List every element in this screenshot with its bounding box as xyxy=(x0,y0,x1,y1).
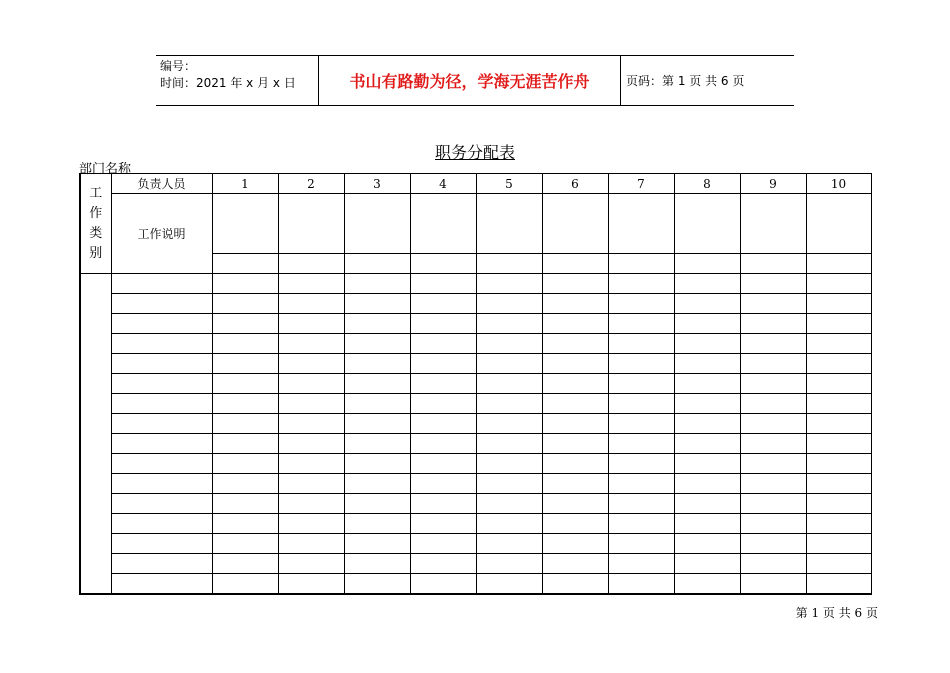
table-cell[interactable] xyxy=(740,274,806,294)
number-label: 编号： xyxy=(160,59,197,73)
table-cell[interactable] xyxy=(476,334,542,354)
table-cell[interactable] xyxy=(410,374,476,394)
table-cell[interactable] xyxy=(212,574,278,594)
table-cell[interactable] xyxy=(212,334,278,354)
table-row xyxy=(80,454,871,474)
table-cell[interactable] xyxy=(344,454,410,474)
table-cell[interactable] xyxy=(476,434,542,454)
table-cell[interactable] xyxy=(344,354,410,374)
table-cell[interactable] xyxy=(476,534,542,554)
table-cell[interactable] xyxy=(410,574,476,594)
table-cell[interactable] xyxy=(344,294,410,314)
responsible-cell[interactable] xyxy=(111,494,212,514)
table-cell[interactable] xyxy=(674,574,740,594)
table-cell[interactable] xyxy=(674,314,740,334)
table-cell[interactable] xyxy=(740,314,806,334)
table-cell[interactable] xyxy=(542,294,608,314)
table-cell[interactable] xyxy=(344,194,410,254)
table-cell[interactable] xyxy=(740,534,806,554)
table-cell[interactable] xyxy=(674,414,740,434)
table-cell[interactable] xyxy=(608,394,674,414)
table-cell[interactable] xyxy=(806,474,871,494)
category-cell[interactable] xyxy=(80,274,111,594)
category-label-char: 工 xyxy=(89,185,103,201)
column-header: 4 xyxy=(410,174,476,194)
table-cell[interactable] xyxy=(608,354,674,374)
table-cell[interactable] xyxy=(410,434,476,454)
table-cell[interactable] xyxy=(344,554,410,574)
table-row xyxy=(80,534,871,554)
table-cell[interactable] xyxy=(608,474,674,494)
table-row xyxy=(80,514,871,534)
table-cell[interactable] xyxy=(476,314,542,334)
table-cell[interactable] xyxy=(542,454,608,474)
table-cell[interactable] xyxy=(740,374,806,394)
table-cell[interactable] xyxy=(212,294,278,314)
table-cell[interactable] xyxy=(740,194,806,254)
table-cell[interactable] xyxy=(608,554,674,574)
responsible-cell[interactable] xyxy=(111,454,212,474)
description-row xyxy=(80,194,871,254)
table-cell[interactable] xyxy=(410,454,476,474)
table-row xyxy=(80,494,871,514)
page-footer: 第 1 页 共 6 页 xyxy=(795,606,878,620)
responsible-cell[interactable] xyxy=(111,314,212,334)
category-label-char: 别 xyxy=(89,245,103,261)
table-cell[interactable] xyxy=(806,574,871,594)
table-cell[interactable] xyxy=(410,254,476,274)
table-cell[interactable] xyxy=(278,474,344,494)
table-cell[interactable] xyxy=(476,274,542,294)
table-cell[interactable] xyxy=(608,434,674,454)
table-cell[interactable] xyxy=(806,254,871,274)
table-cell[interactable] xyxy=(344,474,410,494)
table-cell[interactable] xyxy=(278,294,344,314)
table-cell[interactable] xyxy=(344,534,410,554)
table-cell[interactable] xyxy=(806,314,871,334)
table-cell[interactable] xyxy=(740,514,806,534)
table-cell[interactable] xyxy=(344,314,410,334)
table-cell[interactable] xyxy=(476,354,542,374)
responsible-cell[interactable] xyxy=(111,414,212,434)
table-cell[interactable] xyxy=(212,474,278,494)
table-cell[interactable] xyxy=(476,414,542,434)
table-cell[interactable] xyxy=(542,354,608,374)
table-cell[interactable] xyxy=(674,554,740,574)
table-cell[interactable] xyxy=(740,354,806,374)
table-cell[interactable] xyxy=(212,374,278,394)
table-cell[interactable] xyxy=(608,294,674,314)
table-cell[interactable] xyxy=(542,574,608,594)
table-cell[interactable] xyxy=(674,474,740,494)
table-cell[interactable] xyxy=(278,534,344,554)
table-cell[interactable] xyxy=(542,414,608,434)
table-cell[interactable] xyxy=(278,394,344,414)
table-cell[interactable] xyxy=(410,194,476,254)
table-cell[interactable] xyxy=(278,374,344,394)
responsible-cell[interactable] xyxy=(111,334,212,354)
table-cell[interactable] xyxy=(212,194,278,254)
table-cell[interactable] xyxy=(740,394,806,414)
table-cell[interactable] xyxy=(542,194,608,254)
table-cell[interactable] xyxy=(278,414,344,434)
table-cell[interactable] xyxy=(806,294,871,314)
table-cell[interactable] xyxy=(674,294,740,314)
table-cell[interactable] xyxy=(278,514,344,534)
table-cell[interactable] xyxy=(740,334,806,354)
table-cell[interactable] xyxy=(410,274,476,294)
table-row xyxy=(80,554,871,574)
table-cell[interactable] xyxy=(278,354,344,374)
table-cell[interactable] xyxy=(806,394,871,414)
table-cell[interactable] xyxy=(542,514,608,534)
table-row xyxy=(80,374,871,394)
responsible-cell[interactable] xyxy=(111,374,212,394)
column-header: 5 xyxy=(476,174,542,194)
table-cell[interactable] xyxy=(278,194,344,254)
table-cell[interactable] xyxy=(278,454,344,474)
table-cell[interactable] xyxy=(542,554,608,574)
table-cell[interactable] xyxy=(278,254,344,274)
responsible-cell[interactable] xyxy=(111,514,212,534)
responsible-cell[interactable] xyxy=(111,394,212,414)
table-cell[interactable] xyxy=(806,554,871,574)
table-cell[interactable] xyxy=(542,394,608,414)
department-label: 部门名称 xyxy=(79,162,132,177)
responsible-cell[interactable] xyxy=(111,294,212,314)
header-meta xyxy=(160,58,318,92)
table-cell[interactable] xyxy=(212,354,278,374)
table-cell[interactable] xyxy=(278,314,344,334)
document-header xyxy=(156,55,794,106)
time-label: 时间：2021 年 x 月 x 日 xyxy=(160,76,296,90)
table-cell[interactable] xyxy=(674,334,740,354)
table-cell[interactable] xyxy=(476,474,542,494)
table-cell[interactable] xyxy=(806,534,871,554)
header-divider xyxy=(620,56,621,105)
responsible-cell[interactable] xyxy=(111,274,212,294)
table-cell[interactable] xyxy=(410,474,476,494)
table-cell[interactable] xyxy=(608,574,674,594)
table-cell[interactable] xyxy=(806,494,871,514)
table-row xyxy=(80,574,871,594)
table-cell[interactable] xyxy=(212,434,278,454)
category-label-char: 作 xyxy=(89,205,103,221)
responsible-cell[interactable] xyxy=(111,434,212,454)
table-cell[interactable] xyxy=(212,494,278,514)
column-header: 9 xyxy=(740,174,806,194)
table-cell[interactable] xyxy=(410,334,476,354)
table-cell[interactable] xyxy=(740,254,806,274)
table-row xyxy=(80,354,871,374)
table-cell[interactable] xyxy=(674,534,740,554)
table-cell[interactable] xyxy=(806,374,871,394)
table-row xyxy=(80,394,871,414)
table-cell[interactable] xyxy=(278,434,344,454)
table-cell[interactable] xyxy=(476,554,542,574)
table-cell[interactable] xyxy=(278,274,344,294)
table-cell[interactable] xyxy=(740,434,806,454)
table-cell[interactable] xyxy=(476,574,542,594)
table-cell[interactable] xyxy=(542,334,608,354)
table-cell[interactable] xyxy=(542,274,608,294)
table-cell[interactable] xyxy=(344,514,410,534)
column-header: 1 xyxy=(212,174,278,194)
column-header: 7 xyxy=(608,174,674,194)
table-cell[interactable] xyxy=(608,414,674,434)
responsible-header: 负责人员 xyxy=(111,174,212,194)
table-cell[interactable] xyxy=(674,274,740,294)
responsible-cell[interactable] xyxy=(111,574,212,594)
table-cell[interactable] xyxy=(674,194,740,254)
table-cell[interactable] xyxy=(740,554,806,574)
table-cell[interactable] xyxy=(344,374,410,394)
table-cell[interactable] xyxy=(410,554,476,574)
table-cell[interactable] xyxy=(212,414,278,434)
page-title: 职务分配表 xyxy=(434,143,515,162)
table-cell[interactable] xyxy=(476,194,542,254)
table-cell[interactable] xyxy=(410,414,476,434)
table-cell[interactable] xyxy=(740,474,806,494)
column-header: 2 xyxy=(278,174,344,194)
table-cell[interactable] xyxy=(410,354,476,374)
table-cell[interactable] xyxy=(740,494,806,514)
table-cell[interactable] xyxy=(542,374,608,394)
responsible-cell[interactable] xyxy=(111,534,212,554)
table-cell[interactable] xyxy=(542,474,608,494)
table-cell[interactable] xyxy=(674,454,740,474)
table-cell[interactable] xyxy=(278,554,344,574)
table-cell[interactable] xyxy=(476,454,542,474)
table-cell[interactable] xyxy=(608,534,674,554)
table-row xyxy=(80,474,871,494)
table-cell[interactable] xyxy=(806,434,871,454)
table-cell[interactable] xyxy=(542,314,608,334)
table-cell[interactable] xyxy=(212,254,278,274)
table-cell[interactable] xyxy=(740,454,806,474)
table-cell[interactable] xyxy=(212,554,278,574)
table-cell[interactable] xyxy=(608,374,674,394)
table-cell[interactable] xyxy=(608,314,674,334)
table-cell[interactable] xyxy=(344,334,410,354)
table-cell[interactable] xyxy=(410,514,476,534)
table-cell[interactable] xyxy=(212,454,278,474)
table-cell[interactable] xyxy=(410,314,476,334)
table-cell[interactable] xyxy=(344,394,410,414)
responsible-cell[interactable] xyxy=(111,474,212,494)
table-cell[interactable] xyxy=(806,334,871,354)
table-cell[interactable] xyxy=(674,374,740,394)
table-cell[interactable] xyxy=(608,514,674,534)
table-cell[interactable] xyxy=(212,274,278,294)
table-cell[interactable] xyxy=(410,494,476,514)
responsible-cell[interactable] xyxy=(111,354,212,374)
table-cell[interactable] xyxy=(740,414,806,434)
table-cell[interactable] xyxy=(740,574,806,594)
table-cell[interactable] xyxy=(212,514,278,534)
column-header: 10 xyxy=(806,174,871,194)
table-cell[interactable] xyxy=(542,494,608,514)
table-cell[interactable] xyxy=(212,394,278,414)
table-cell[interactable] xyxy=(674,394,740,414)
table-cell[interactable] xyxy=(608,334,674,354)
table-cell[interactable] xyxy=(344,434,410,454)
table-cell[interactable] xyxy=(542,254,608,274)
responsible-cell[interactable] xyxy=(111,554,212,574)
table-cell[interactable] xyxy=(278,334,344,354)
table-cell[interactable] xyxy=(674,254,740,274)
table-cell[interactable] xyxy=(278,574,344,594)
table-header-row xyxy=(80,174,871,194)
table-cell[interactable] xyxy=(608,254,674,274)
table-cell[interactable] xyxy=(740,294,806,314)
table-cell[interactable] xyxy=(410,394,476,414)
table-cell[interactable] xyxy=(806,514,871,534)
table-cell[interactable] xyxy=(476,394,542,414)
category-label-cell xyxy=(80,174,111,274)
table-cell[interactable] xyxy=(608,194,674,254)
table-row xyxy=(80,294,871,314)
description-header: 工作说明 xyxy=(111,194,212,274)
table-row xyxy=(80,274,871,294)
table-cell[interactable] xyxy=(608,494,674,514)
column-header: 8 xyxy=(674,174,740,194)
table-row xyxy=(80,334,871,354)
table-row xyxy=(80,414,871,434)
table-cell[interactable] xyxy=(476,254,542,274)
table-cell[interactable] xyxy=(806,354,871,374)
table-cell[interactable] xyxy=(476,294,542,314)
table-cell[interactable] xyxy=(344,574,410,594)
table-cell[interactable] xyxy=(476,514,542,534)
table-cell[interactable] xyxy=(608,274,674,294)
assignment-table xyxy=(79,173,870,593)
table-cell[interactable] xyxy=(410,534,476,554)
table-cell[interactable] xyxy=(674,514,740,534)
table-cell[interactable] xyxy=(344,254,410,274)
column-header: 3 xyxy=(344,174,410,194)
table-cell[interactable] xyxy=(806,194,871,254)
table-cell[interactable] xyxy=(806,274,871,294)
table-cell[interactable] xyxy=(542,434,608,454)
category-label-char: 类 xyxy=(89,225,103,241)
table-cell[interactable] xyxy=(278,494,344,514)
table-cell[interactable] xyxy=(674,434,740,454)
header-motto: 书山有路勤为径，学海无涯苦作舟 xyxy=(349,72,590,91)
table-cell[interactable] xyxy=(608,454,674,474)
table-cell[interactable] xyxy=(476,374,542,394)
table-cell[interactable] xyxy=(806,454,871,474)
page-info: 页码：第 1 页 共 6 页 xyxy=(626,74,745,88)
column-header: 6 xyxy=(542,174,608,194)
table-cell[interactable] xyxy=(212,534,278,554)
table-cell[interactable] xyxy=(806,414,871,434)
table-cell[interactable] xyxy=(674,494,740,514)
table-cell[interactable] xyxy=(344,494,410,514)
table-cell[interactable] xyxy=(674,354,740,374)
table-cell[interactable] xyxy=(344,274,410,294)
table-cell[interactable] xyxy=(344,414,410,434)
table-row xyxy=(80,314,871,334)
table-cell[interactable] xyxy=(542,534,608,554)
table-cell[interactable] xyxy=(476,494,542,514)
table-cell[interactable] xyxy=(410,294,476,314)
table-row xyxy=(80,434,871,454)
table-cell[interactable] xyxy=(212,314,278,334)
